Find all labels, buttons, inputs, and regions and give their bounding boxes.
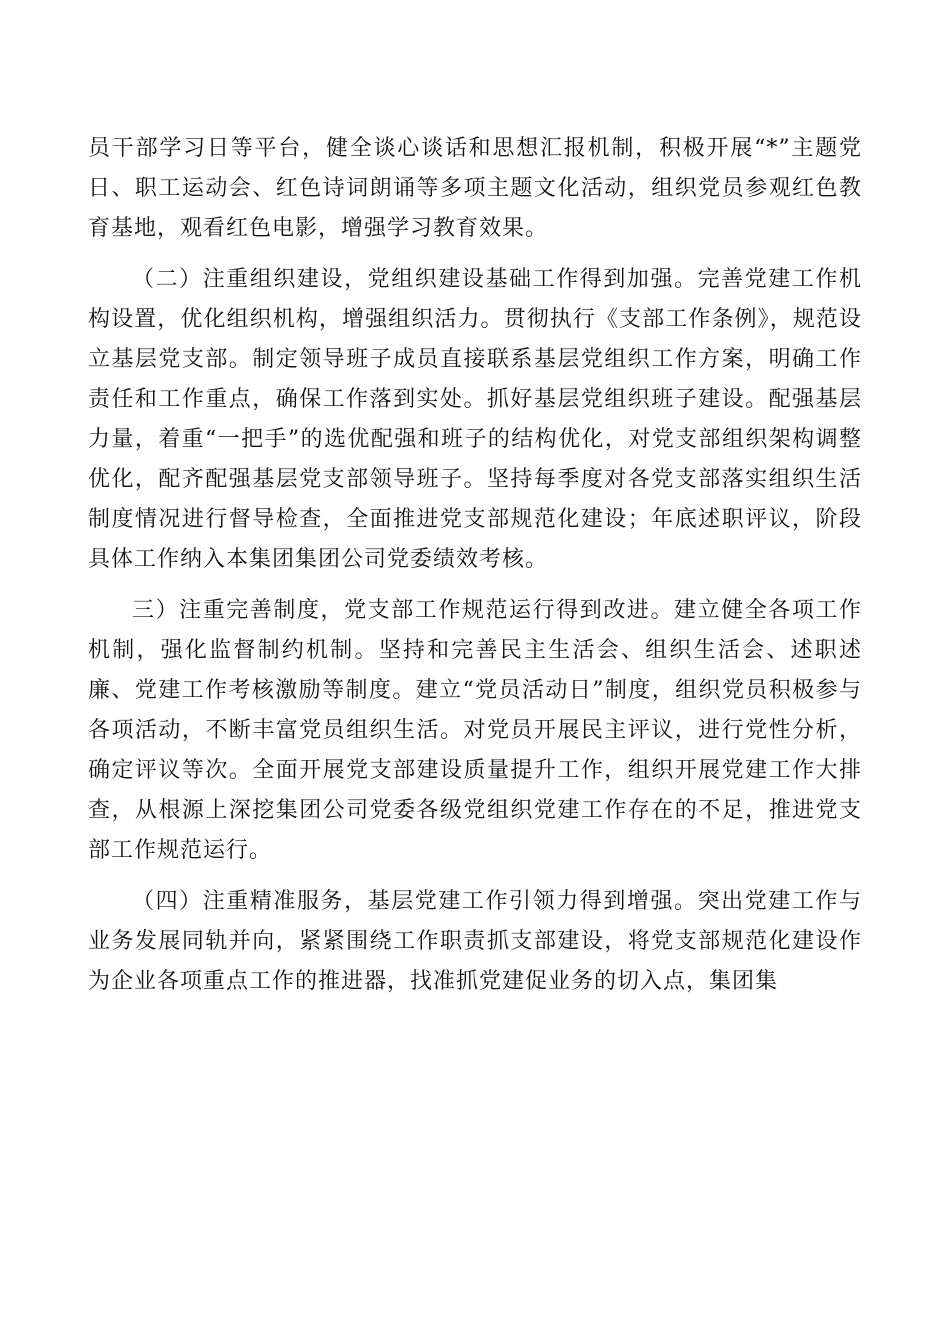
paragraph-system-improvement: 三）注重完善制度，党支部工作规范运行得到改进。建立健全各项工作机制，强化监督制约机制。坚持和完善民主生活会、组织生活会、述职述廉、党建工作考核激励等制度。建立“党员活动日”制度，组织党员积极参与各项活动，不断丰富党员组织生活。对党员开展民主评议，进行党性分析，确定评议等次。全面开展党支部建设质量提升工作，组织开展党建工作大排查，从根源上深挖集团公司党委各级党组织党建工作存在的不足，推进党支部工作规范运行。	[88, 598, 862, 863]
paragraph-precise-service: （四）注重精准服务，基层党建工作引领力得到增强。突出党建工作与业务发展同轨并向，紧紧围绕工作职责抓支部建设，将党支部规范化建设作为企业各项重点工作的推进器，找准抓党建促业务的切入点，集团集	[88, 889, 862, 994]
paragraph-organization-building: （二）注重组织建设，党组织建设基础工作得到加强。完善党建工作机构设置，优化组织机构，增强组织活力。贯彻执行《支部工作条例》，规范设立基层党支部。制定领导班子成员直接联系基层党组织工作方案，明确工作责任和工作重点，确保工作落到实处。抓好基层党组织班子建设。配强基层力量，着重“一把手”的选优配强和班子的结构优化，对党支部组织架构调整优化，配齐配强基层党支部领导班子。坚持每季度对各党支部落实组织生活制度情况进行督导检查，全面推进党支部规范化建设；年底述职评议，阶段具体工作纳入本集团集团公司党委绩效考核。	[88, 267, 862, 572]
paragraph-intro-continuation: 员干部学习日等平台，健全谈心谈话和思想汇报机制，积极开展“*”主题党日、职工运动会、红色诗词朗诵等多项主题文化活动，组织党员参观红色教育基地，观看红色电影，增强学习教育效果。	[88, 136, 862, 241]
